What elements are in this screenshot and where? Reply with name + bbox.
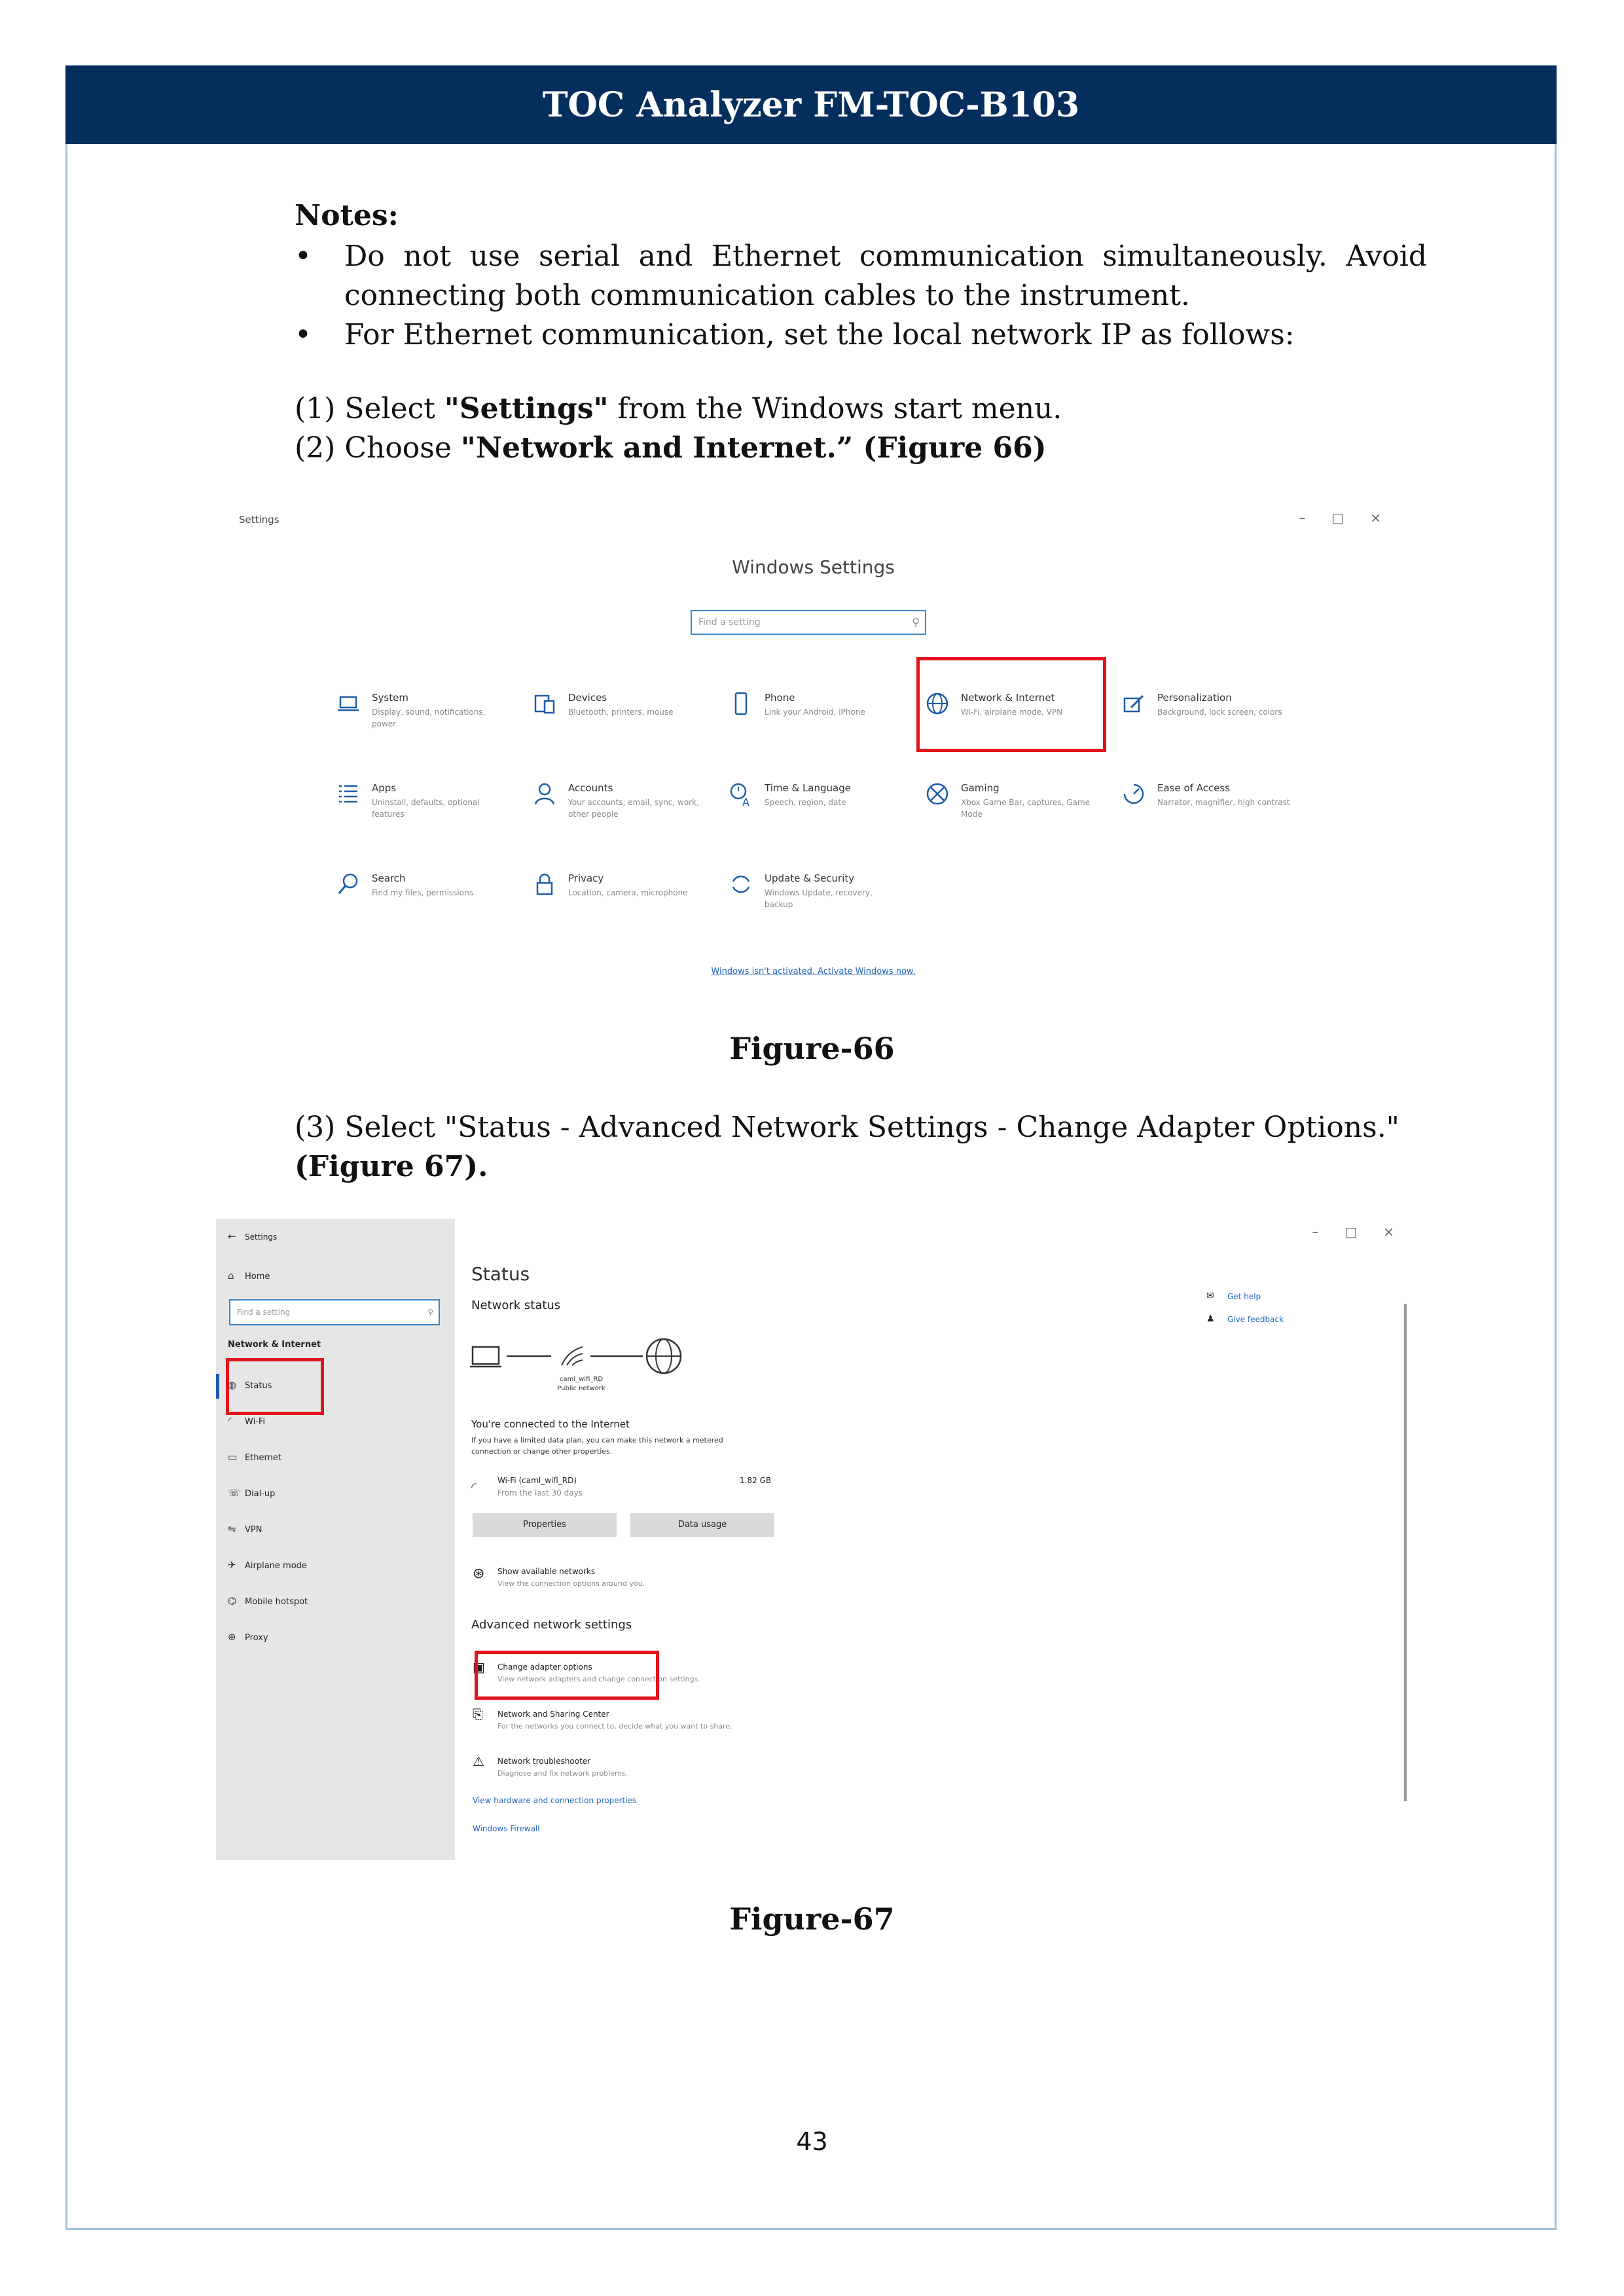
change-adapter-desc: View network adapters and change connection settings. xyxy=(497,1675,700,1683)
sidebar-item-ethernet[interactable] xyxy=(228,1451,281,1463)
get-help-link[interactable]: Get help xyxy=(1227,1292,1261,1301)
search-icon xyxy=(334,871,363,900)
network-status-heading: Network status xyxy=(471,1299,561,1312)
network-type: Public network xyxy=(557,1385,605,1392)
settings-heading: Windows Settings xyxy=(732,556,895,578)
apps-list-icon xyxy=(334,781,363,810)
wifi-sub: From the last 30 days xyxy=(497,1488,583,1498)
sidebar-item-label: Dial-up xyxy=(245,1489,276,1499)
vpn-icon: ⇋ xyxy=(228,1523,236,1535)
tile-desc: Your accounts, email, sync, work, other people xyxy=(568,798,699,819)
tile-desc: Narrator, magnifier, high contrast xyxy=(1157,798,1290,807)
settings-sidebar xyxy=(216,1219,455,1860)
tile-accounts[interactable] xyxy=(530,781,713,840)
tile-system[interactable] xyxy=(334,691,517,749)
tile-title: Accounts xyxy=(568,782,613,794)
tile-desc: Display, sound, notifications, power xyxy=(372,708,486,728)
tile-title: Apps xyxy=(372,782,397,794)
search-placeholder: Find a setting xyxy=(237,1308,291,1317)
tile-personalization[interactable] xyxy=(1119,691,1303,749)
tile-time-language[interactable] xyxy=(727,781,910,840)
sidebar-item-proxy[interactable] xyxy=(228,1631,268,1643)
notes-list xyxy=(295,237,1427,355)
sidebar-item-label: Proxy xyxy=(245,1633,268,1643)
sidebar-item-label: VPN xyxy=(245,1525,262,1535)
status-globe-icon: ◍ xyxy=(228,1379,237,1391)
tile-title: Ease of Access xyxy=(1157,782,1231,794)
tile-ease-of-access[interactable] xyxy=(1119,781,1303,840)
tile-title: Network & Internet xyxy=(961,692,1055,704)
connected-status: You're connected to the Internet xyxy=(471,1418,630,1430)
advanced-settings-heading: Advanced network settings xyxy=(471,1618,632,1632)
laptop-icon xyxy=(334,691,363,719)
tile-phone[interactable] xyxy=(727,691,910,749)
sidebar-active-indicator xyxy=(216,1374,219,1399)
sharing-center-desc: For the networks you connect to, decide what you want to share. xyxy=(497,1722,732,1731)
adapter-icon: ▣ xyxy=(473,1659,485,1675)
tile-desc: Windows Update, recovery, backup xyxy=(765,888,873,909)
wifi-usage: 1.82 GB xyxy=(740,1476,772,1485)
wifi-icon: ◜ xyxy=(228,1415,232,1427)
window-controls xyxy=(1312,1224,1394,1240)
tile-desc: Xbox Game Bar, captures, Game Mode xyxy=(961,798,1090,819)
step-2: (2) Choose "Network and Internet.” (Figure 66) xyxy=(295,431,1047,465)
tile-privacy[interactable] xyxy=(530,871,713,930)
minimize-button[interactable]: – xyxy=(1312,1224,1319,1240)
tile-title: Gaming xyxy=(961,782,1000,794)
hardware-properties-link[interactable]: View hardware and connection properties xyxy=(473,1796,637,1805)
bullet-text: Do not use serial and Ethernet communication simultaneously. Avoid connecting both communication cables to the instrument. xyxy=(344,240,1427,312)
bullet-text: For Ethernet communication, set the local network IP as follows: xyxy=(344,318,1295,351)
troubleshooter-link[interactable]: Network troubleshooter xyxy=(497,1757,591,1766)
properties-button[interactable]: Properties xyxy=(473,1513,617,1537)
tile-search[interactable] xyxy=(334,871,517,930)
figure-67-caption: Figure-67 xyxy=(729,1901,895,1937)
settings-search-input[interactable] xyxy=(691,610,926,635)
home-icon: ⌂ xyxy=(228,1270,234,1282)
refresh-icon xyxy=(727,871,755,900)
airplane-icon: ✈ xyxy=(228,1559,236,1571)
person-icon xyxy=(530,781,559,810)
tile-desc: Uninstall, defaults, optional features xyxy=(372,798,480,819)
phone-icon xyxy=(727,691,755,719)
network-diagram-icons xyxy=(470,1336,693,1376)
sidebar-item-home[interactable] xyxy=(228,1270,270,1282)
sidebar-item-label: Ethernet xyxy=(245,1453,281,1463)
show-networks-desc: View the connection options around you. xyxy=(497,1579,645,1588)
tile-desc: Speech, region, date xyxy=(765,798,846,807)
sharing-center-link[interactable]: Network and Sharing Center xyxy=(497,1710,609,1719)
tile-devices[interactable] xyxy=(530,691,713,749)
maximize-button[interactable]: □ xyxy=(1331,510,1344,526)
search-icon: ⚲ xyxy=(427,1308,433,1317)
help-icon: ✉ xyxy=(1206,1291,1214,1301)
page-title: Status xyxy=(471,1263,530,1285)
wifi-label: Wi-Fi (caml_wifi_RD) xyxy=(497,1476,577,1485)
svg-text:A: A xyxy=(742,796,749,807)
tile-desc: Wi-Fi, airplane mode, VPN xyxy=(961,708,1063,717)
time-language-icon xyxy=(727,781,755,810)
tile-title: Phone xyxy=(765,692,795,704)
give-feedback-link[interactable]: Give feedback xyxy=(1227,1315,1284,1324)
network-name: caml_wifi_RD xyxy=(559,1376,604,1383)
sidebar-section-title: Network & Internet xyxy=(228,1340,321,1350)
tile-desc: Find my files, permissions xyxy=(372,888,473,897)
sidebar-item-mobile-hotspot[interactable] xyxy=(228,1595,308,1607)
scrollbar[interactable] xyxy=(1404,1304,1407,1801)
window-title: Settings xyxy=(245,1232,278,1242)
step-3: (3) Select "Status - Advanced Network Settings - Change Adapter Options." (Figure 67). xyxy=(295,1111,1399,1183)
tile-desc: Background, lock screen, colors xyxy=(1157,708,1282,717)
change-adapter-options-link[interactable]: Change adapter options xyxy=(497,1662,592,1672)
dialup-icon: ☏ xyxy=(228,1487,240,1499)
tile-title: Time & Language xyxy=(765,782,851,794)
back-arrow-icon[interactable]: ← xyxy=(228,1230,236,1242)
sidebar-item-label: Status xyxy=(245,1381,272,1391)
highlight-change-adapter-options xyxy=(475,1651,659,1700)
sidebar-titlebar xyxy=(228,1230,277,1242)
lock-icon xyxy=(530,871,559,900)
tile-desc: Location, camera, microphone xyxy=(568,888,688,897)
tile-update-security[interactable] xyxy=(727,871,910,930)
close-button[interactable]: × xyxy=(1383,1224,1394,1240)
sidebar-search-input[interactable] xyxy=(229,1299,440,1325)
minimize-button[interactable]: – xyxy=(1299,510,1306,526)
tile-title: System xyxy=(372,692,408,704)
figure-67-network-status xyxy=(216,1219,1407,1860)
tile-title: Privacy xyxy=(568,872,604,884)
ease-of-access-icon xyxy=(1119,781,1148,810)
search-placeholder: Find a setting xyxy=(698,617,761,628)
step-1: (1) Select "Settings" from the Windows start menu. xyxy=(295,392,1062,425)
show-networks-link[interactable]: Show available networks xyxy=(497,1567,596,1576)
notes-title: Notes: xyxy=(295,199,399,232)
windows-firewall-link[interactable]: Windows Firewall xyxy=(473,1824,540,1833)
figure-66-windows-settings xyxy=(226,501,1401,1001)
sidebar-item-label: Wi-Fi xyxy=(245,1417,266,1427)
available-networks-icon: ⊛ xyxy=(473,1566,485,1582)
highlight-network-internet xyxy=(916,657,1106,752)
window-title: Settings xyxy=(239,514,280,526)
document-title: TOC Analyzer FM-TOC-B103 xyxy=(542,84,1080,125)
warning-icon: ⚠ xyxy=(473,1753,484,1769)
proxy-globe-icon: ⊕ xyxy=(228,1631,236,1643)
bullet-icon: • xyxy=(295,318,312,351)
troubleshooter-desc: Diagnose and fix network problems. xyxy=(497,1769,628,1778)
page-number: 43 xyxy=(796,2127,828,2156)
wifi-signal-icon: ◜ xyxy=(471,1479,477,1495)
hotspot-icon: ⌬ xyxy=(228,1595,237,1607)
tile-title: Personalization xyxy=(1157,692,1232,704)
connected-description: If you have a limited data plan, you can make this network a metered connection or change other properties. xyxy=(471,1436,723,1456)
list-item xyxy=(295,315,1427,355)
sidebar-item-label: Mobile hotspot xyxy=(245,1597,308,1607)
sidebar-item-airplane-mode[interactable] xyxy=(228,1559,307,1571)
tile-desc: Bluetooth, printers, mouse xyxy=(568,708,674,717)
tile-title: Update & Security xyxy=(765,872,855,884)
tile-gaming[interactable] xyxy=(923,781,1106,840)
search-icon: ⚲ xyxy=(912,616,920,628)
sidebar-item-label: Home xyxy=(245,1272,270,1282)
tile-apps[interactable] xyxy=(334,781,517,840)
feedback-icon: ♟ xyxy=(1206,1314,1215,1324)
bullet-icon: • xyxy=(295,240,312,273)
ethernet-icon: ▭ xyxy=(228,1451,238,1463)
sharing-center-icon: ⎘ xyxy=(473,1706,483,1722)
paintbrush-icon xyxy=(1119,691,1148,719)
tile-title: Devices xyxy=(568,692,607,704)
data-usage-button[interactable]: Data usage xyxy=(630,1513,774,1537)
devices-icon xyxy=(530,691,559,719)
highlight-status xyxy=(226,1358,324,1415)
figure-66-caption: Figure-66 xyxy=(729,1031,895,1066)
tile-title: Search xyxy=(372,872,406,884)
sidebar-item-label: Airplane mode xyxy=(245,1561,307,1571)
network-diagram xyxy=(470,1336,693,1395)
window-controls xyxy=(1299,510,1381,526)
xbox-icon xyxy=(923,781,952,810)
tile-desc: Link your Android, iPhone xyxy=(765,708,865,717)
document-header xyxy=(65,65,1557,144)
sidebar-item-wifi[interactable] xyxy=(228,1415,265,1427)
close-button[interactable]: × xyxy=(1370,510,1381,526)
sidebar-item-dialup[interactable] xyxy=(228,1487,275,1499)
activate-windows-link[interactable]: Windows isn't activated. Activate Windows now. xyxy=(711,967,916,977)
list-item xyxy=(295,237,1427,315)
maximize-button[interactable]: □ xyxy=(1344,1224,1358,1240)
sidebar-item-vpn[interactable] xyxy=(228,1523,262,1535)
